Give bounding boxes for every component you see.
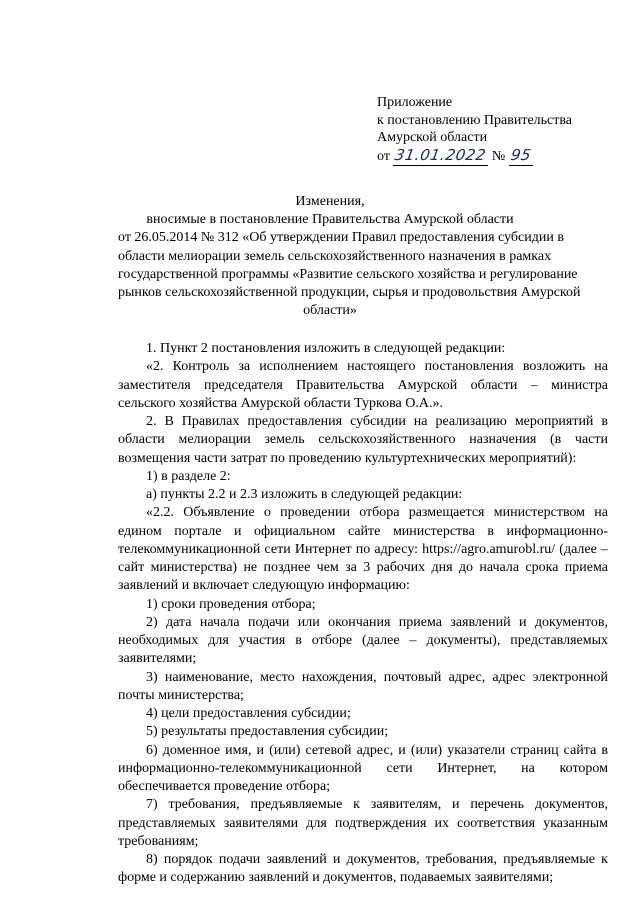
- title-line: вносимые в постановление Правительства Амурской области: [146, 212, 514, 228]
- title-line: государственной программы «Развитие сельского хозяйства и регулирование: [118, 266, 578, 282]
- appendix-decree-ref: к постановлению Правительства: [377, 112, 573, 128]
- date-field: [393, 147, 488, 166]
- title-line: Изменения,: [295, 194, 365, 209]
- number-field: [509, 147, 533, 166]
- paragraph: 1. Пункт 2 постановления изложить в следующей редакции:: [146, 341, 506, 356]
- paragraph: 1) сроки проведения отбора;: [146, 596, 316, 612]
- appendix-date-line: [377, 147, 617, 167]
- number-prefix: №: [491, 148, 506, 164]
- title-line: рынков сельскохозяйственной продукции, сырья и продовольствия Амурской: [118, 285, 581, 301]
- paragraph: 5) результаты предоставления субсидии;: [146, 724, 389, 740]
- title-line: области мелиорации земель сельскохозяйственного назначения в рамках: [118, 248, 552, 264]
- title-line: от 26.05.2014 № 312 «Об утверждении Правил предоставления субсидии в: [118, 230, 564, 246]
- paragraph: 2) дата начала подачи или окончания приема заявлений и документов, необходимых для участия в отборе (далее – документы), представляемых заявителями;: [118, 614, 608, 667]
- handwritten-date: 31.01.2022: [393, 145, 488, 164]
- paragraph: 4) цели предоставления субсидии;: [146, 706, 351, 721]
- appendix-note: [377, 94, 617, 167]
- document-body: [118, 340, 608, 888]
- title-line: области»: [303, 303, 357, 319]
- document-title: [118, 193, 581, 320]
- paragraph: 7) требования, предъявляемые к заявителям, и перечень документов, представляемых заявителями для подтверждения их соответствия указанным требованиям;: [118, 797, 608, 849]
- appendix-label: Приложение: [377, 95, 453, 110]
- paragraph: 2. В Правилах предоставления субсидии на реализацию мероприятий в области мелиорации земель сельскохозяйственного назначения (в части возмещения части затрат по проведению культуртехнических мероприятий):: [118, 414, 608, 466]
- paragraph: 3) наименование, место нахождения, почтовый адрес, адрес электронной почты министерства;: [118, 669, 608, 703]
- paragraph: «2.2. Объявление о проведении отбора размещается министерством на едином портале и официальном сайте министерства в информационно-телекоммуникационной сети Интернет по адресу: https://agro.amurobl.ru/ (далее – сайт министерства) не позднее чем за 3 рабочих дня до начала срока приема заявлений и включает следующую информацию:: [118, 505, 608, 594]
- paragraph: а) пункты 2.2 и 2.3 изложить в следующей редакции:: [146, 487, 463, 502]
- paragraph: 8) порядок подачи заявлений и документов, требования, предъявляемые к форме и содержанию заявлений и документов, подаваемых заявителями;: [118, 852, 608, 886]
- date-prefix: от: [377, 148, 390, 164]
- handwritten-number: 95: [509, 145, 533, 164]
- paragraph: «2. Контроль за исполнением настоящего постановления возложить на заместителя председателя Правительства Амурской области – министра сельского хозяйства Амурской области Туркова О.А.».: [118, 359, 608, 411]
- paragraph: 6) доменное имя, и (или) сетевой адрес, и (или) указатели страниц сайта в информационно-телекоммуникационной сети Интернет, на котором обеспечивается проведение отбора;: [118, 742, 608, 794]
- paragraph: 1) в разделе 2:: [146, 468, 231, 484]
- appendix-region: Амурской области: [377, 130, 488, 145]
